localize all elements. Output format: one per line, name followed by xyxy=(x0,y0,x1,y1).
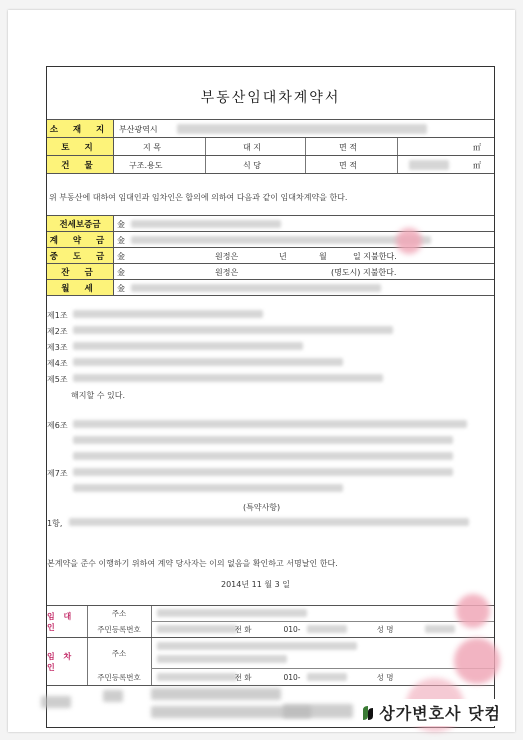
lessee-id-label: 주민등록번호 xyxy=(97,672,141,682)
rent-row xyxy=(47,279,494,296)
middle-payment-month: 월 xyxy=(319,251,327,261)
lessor-id-label: 주민등록번호 xyxy=(97,625,141,634)
lessee-phone-label: 전 화 xyxy=(234,672,252,682)
building-unit: ㎡ xyxy=(473,160,481,170)
seal-stamp xyxy=(454,638,500,684)
location-row xyxy=(47,119,494,138)
middle-payment-prefix: 金 xyxy=(117,251,125,261)
building-label: 건 물 xyxy=(47,156,114,174)
lessee-label: 임 차 인 xyxy=(47,638,87,686)
balance-suffix: (명도시) 지불한다. xyxy=(331,267,397,277)
land-label: 토 지 xyxy=(47,138,114,156)
redacted-deposit xyxy=(131,220,281,228)
clause-5: 제5조 xyxy=(47,375,68,384)
middle-payment-text: 원정은 xyxy=(215,251,239,261)
watermark-text: 상가변호사 닷컴 xyxy=(379,704,501,723)
contract-payment-row xyxy=(47,231,494,248)
seal-stamp xyxy=(456,594,490,628)
redacted-address xyxy=(177,124,427,134)
lessor-name-label: 성 명 xyxy=(376,625,394,634)
redacted-contract-payment xyxy=(131,236,431,244)
lessor-phone-value: 010- xyxy=(283,625,301,634)
redacted-rent xyxy=(131,284,381,292)
lessee-address-label: 주소 xyxy=(111,648,127,658)
clause-4: 제4조 xyxy=(47,359,68,368)
clause-7: 제7조 xyxy=(47,469,68,478)
clause-3: 제3조 xyxy=(47,343,68,352)
deposit-label: 전세보증금 xyxy=(47,216,114,232)
watermark-logo xyxy=(357,699,505,726)
closing-text: 본계약을 준수 이행하기 위하여 계약 당사자는 이의 없음을 확인하고 서명날인 한다. xyxy=(47,559,338,568)
document-title: 부동산임대차계약서 xyxy=(200,90,341,106)
lessee-name-label: 성 명 xyxy=(376,672,394,682)
middle-payment-label: 중 도 금 xyxy=(47,248,114,264)
clause-5-tail: 해지할 수 있다. xyxy=(71,391,125,400)
land-unit: ㎡ xyxy=(473,142,481,152)
middle-payment-year: 년 xyxy=(279,251,287,261)
contract-frame xyxy=(46,66,495,728)
clauses-section xyxy=(47,295,494,586)
land-col-use: 대 지 xyxy=(243,142,261,152)
location-value: 부산광역시 xyxy=(119,124,158,134)
location-label: 소 재 지 xyxy=(47,120,114,138)
redacted-area xyxy=(409,160,449,170)
rent-label: 월 세 xyxy=(47,280,114,296)
building-col-area: 면 적 xyxy=(339,160,357,170)
deposit-prefix: 金 xyxy=(117,219,125,229)
land-col-type: 지 목 xyxy=(143,142,161,152)
seal-stamp xyxy=(396,228,422,254)
balance-text: 원정은 xyxy=(215,267,239,277)
contract-payment-label: 계 약 금 xyxy=(47,232,114,248)
land-col-area: 면 적 xyxy=(339,142,357,152)
special-terms-title: (특약사항) xyxy=(243,503,281,512)
intro-row xyxy=(47,173,494,216)
clause-1: 제1조 xyxy=(47,311,68,320)
clause-2: 제2조 xyxy=(47,327,68,336)
leaf-icon xyxy=(361,704,375,722)
contract-date: 2014년 11 월 3 일 xyxy=(221,580,290,589)
lessor-phone-label: 전 화 xyxy=(234,625,252,634)
lessor-address-label: 주소 xyxy=(111,609,127,618)
contract-payment-prefix: 金 xyxy=(117,235,125,245)
balance-label: 잔 금 xyxy=(47,264,114,280)
rent-prefix: 金 xyxy=(117,283,125,293)
lessee-phone-value: 010- xyxy=(283,672,301,682)
building-col-structure: 구조.용도 xyxy=(129,160,163,170)
intro-text: 위 부동산에 대하여 임대인과 임차인은 합의에 의하여 다음과 같이 임대차계약을 한다. xyxy=(49,193,348,202)
middle-payment-day: 일 지불한다. xyxy=(353,251,397,261)
clause-6: 제6조 xyxy=(47,421,68,430)
land-row xyxy=(47,137,494,156)
middle-payment-row xyxy=(47,247,494,264)
building-col-use: 식 당 xyxy=(243,160,261,170)
balance-row xyxy=(47,263,494,280)
balance-prefix: 金 xyxy=(117,267,125,277)
deposit-row xyxy=(47,215,494,232)
special-term-1: 1항, xyxy=(47,519,63,528)
building-row xyxy=(47,155,494,174)
contract-paper xyxy=(8,10,515,732)
lessor-label: 임 대 인 xyxy=(47,606,87,638)
lessor-block xyxy=(47,605,494,638)
